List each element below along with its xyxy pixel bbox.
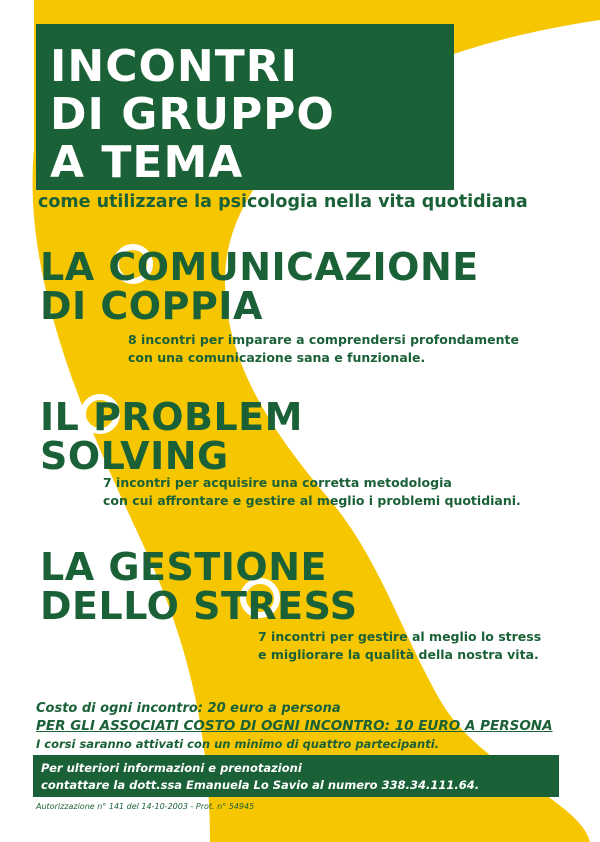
authorization-note: Autorizzazione n° 141 del 14-10-2003 - Prot. n° 54945 [36, 802, 255, 811]
contact-info-box [33, 755, 559, 797]
contact-info-line-1: Per ulteriori informazioni e prenotazioni [41, 761, 302, 775]
section-2-title-line-2: SOLVING [40, 434, 229, 478]
section-3-description [258, 628, 541, 664]
section-2-description [103, 474, 521, 510]
subtitle: come utilizzare la psicologia nella vita quotidiana [38, 192, 528, 212]
section-1-description-line-1: 8 incontri per imparare a comprendersi profondamente [128, 332, 519, 347]
section-2-description-line-1: 7 incontri per acquisire una corretta metodologia [103, 475, 452, 490]
section-3-description-line-1: 7 incontri per gestire al meglio lo stress [258, 629, 542, 644]
contact-info-line-2: contattare la dott.ssa Emanuela Lo Savio al numero 338.34.111.64. [41, 778, 480, 792]
minimum-participants-note: I corsi saranno attivati con un minimo di quattro partecipanti. [36, 737, 440, 751]
section-3-title-line-1: LA GESTIONE [40, 545, 327, 589]
section-3-description-line-2: e migliorare la qualità della nostra vita. [258, 647, 539, 662]
title-line-2: DI GRUPPO [50, 89, 335, 140]
title-line-3: A TEMA [50, 137, 244, 188]
associates-cost: PER GLI ASSOCIATI COSTO DI OGNI INCONTRO: 10 EURO A PERSONA [36, 718, 553, 734]
section-1-title-line-2: DI COPPIA [40, 284, 263, 328]
section-2-description-line-2: con cui affrontare e gestire al meglio i problemi quotidiani. [103, 493, 521, 508]
section-1-description-line-2: con una comunicazione sana e funzionale. [128, 350, 426, 365]
section-3-title-line-2: DELLO STRESS [40, 584, 358, 628]
title-line-1: INCONTRI [50, 41, 298, 92]
section-2-title-line-1: IL PROBLEM [40, 395, 303, 439]
section-1-description [128, 331, 519, 367]
cost-per-session: Costo di ogni incontro: 20 euro a persona [36, 701, 341, 716]
section-1-title-line-1: LA COMUNICAZIONE [40, 245, 479, 289]
